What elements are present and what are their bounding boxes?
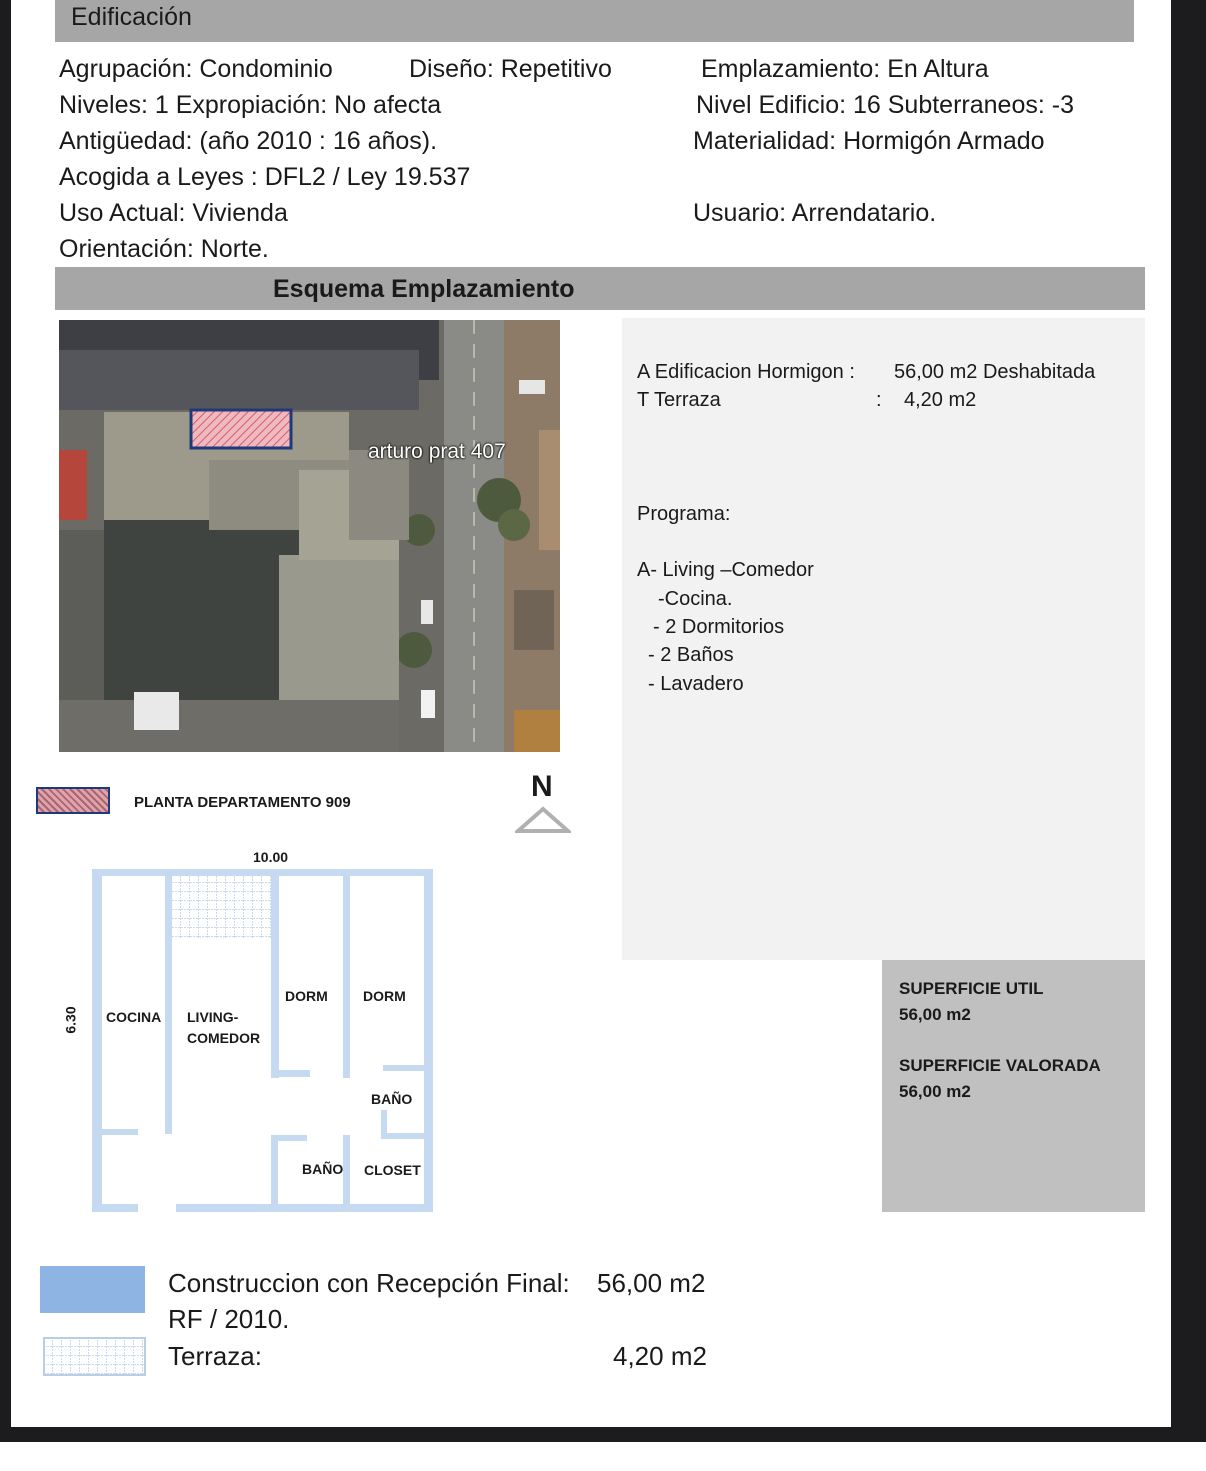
- leyes-field: Acogida a Leyes : DFL2 / Ley 19.537: [59, 163, 471, 191]
- north-label: N: [531, 770, 553, 803]
- nivel-edificio-field: Nivel Edificio: 16 Subterraneos: -3: [696, 91, 1074, 119]
- floor-plan-walls: [0, 0, 600, 1230]
- terrace-area: [172, 876, 271, 939]
- area-t-value: 4,20 m2: [904, 389, 977, 411]
- construccion-label: Construccion con Recepción Final:: [168, 1268, 570, 1298]
- superficie-valorada-value: 56,00 m2: [899, 1082, 971, 1101]
- room-bano-1: BAÑO: [371, 1091, 413, 1107]
- niveles-field: Niveles: 1 Expropiación: No afecta: [59, 91, 442, 119]
- height-dimension: 6.30: [62, 1006, 79, 1034]
- antiguedad-field: Antigüedad: (año 2010 : 16 años).: [59, 127, 438, 155]
- room-dorm-1: DORM: [285, 988, 328, 1004]
- room-closet: CLOSET: [364, 1162, 421, 1178]
- room-comedor: COMEDOR: [187, 1030, 261, 1046]
- floor-plan: [0, 0, 600, 1230]
- rf-label: RF / 2010.: [168, 1304, 290, 1334]
- terraza-value: 4,20 m2: [613, 1341, 707, 1371]
- area-a-label: A Edificacion Hormigon :: [637, 361, 855, 383]
- programa-item: - Lavadero: [648, 673, 744, 695]
- programa-item: - 2 Dormitorios: [653, 616, 785, 638]
- width-dimension: 10.00: [253, 849, 289, 865]
- area-a-value: 56,00 m2 Deshabitada: [894, 361, 1096, 383]
- uso-actual-field: Uso Actual: Vivienda: [59, 199, 288, 227]
- programa-item: A- Living –Comedor: [637, 559, 814, 581]
- materialidad-field: Materialidad: Hormigón Armado: [693, 127, 1045, 155]
- construction-swatch: [40, 1266, 145, 1313]
- orientacion-field: Orientación: Norte.: [59, 235, 269, 263]
- construccion-value: 56,00 m2: [597, 1268, 706, 1298]
- plan-label: PLANTA DEPARTAMENTO 909: [134, 794, 351, 811]
- terraza-label: Terraza:: [168, 1341, 262, 1371]
- programa-item: - 2 Baños: [648, 644, 734, 666]
- agrupacion-field: Agrupación: Condominio: [59, 55, 333, 83]
- terrace-swatch: [43, 1337, 146, 1376]
- emplazamiento-field: Emplazamiento: En Altura: [701, 55, 989, 83]
- area-t-label: T Terraza: [637, 389, 721, 411]
- room-bano-2: BAÑO: [302, 1161, 344, 1177]
- address-label: arturo prat 407: [368, 440, 506, 463]
- programa-item: -Cocina.: [658, 588, 733, 610]
- next-page-edge: [0, 1442, 1206, 1471]
- room-cocina: COCINA: [106, 1009, 162, 1025]
- superficie-util-value: 56,00 m2: [899, 1005, 971, 1024]
- superficie-util-label: SUPERFICIE UTIL: [899, 979, 1044, 998]
- diseno-field: Diseño: Repetitivo: [409, 55, 612, 83]
- section-title: Esquema Emplazamiento: [273, 275, 575, 303]
- page-border-right: [1171, 0, 1206, 1471]
- area-t-colon: :: [876, 389, 882, 411]
- usuario-field: Usuario: Arrendatario.: [693, 199, 937, 227]
- programa-title: Programa:: [637, 503, 731, 525]
- room-living: LIVING-: [187, 1009, 239, 1025]
- section-title: Edificación: [71, 3, 192, 31]
- room-dorm-2: DORM: [363, 988, 406, 1004]
- superficie-valorada-label: SUPERFICIE VALORADA: [899, 1056, 1101, 1075]
